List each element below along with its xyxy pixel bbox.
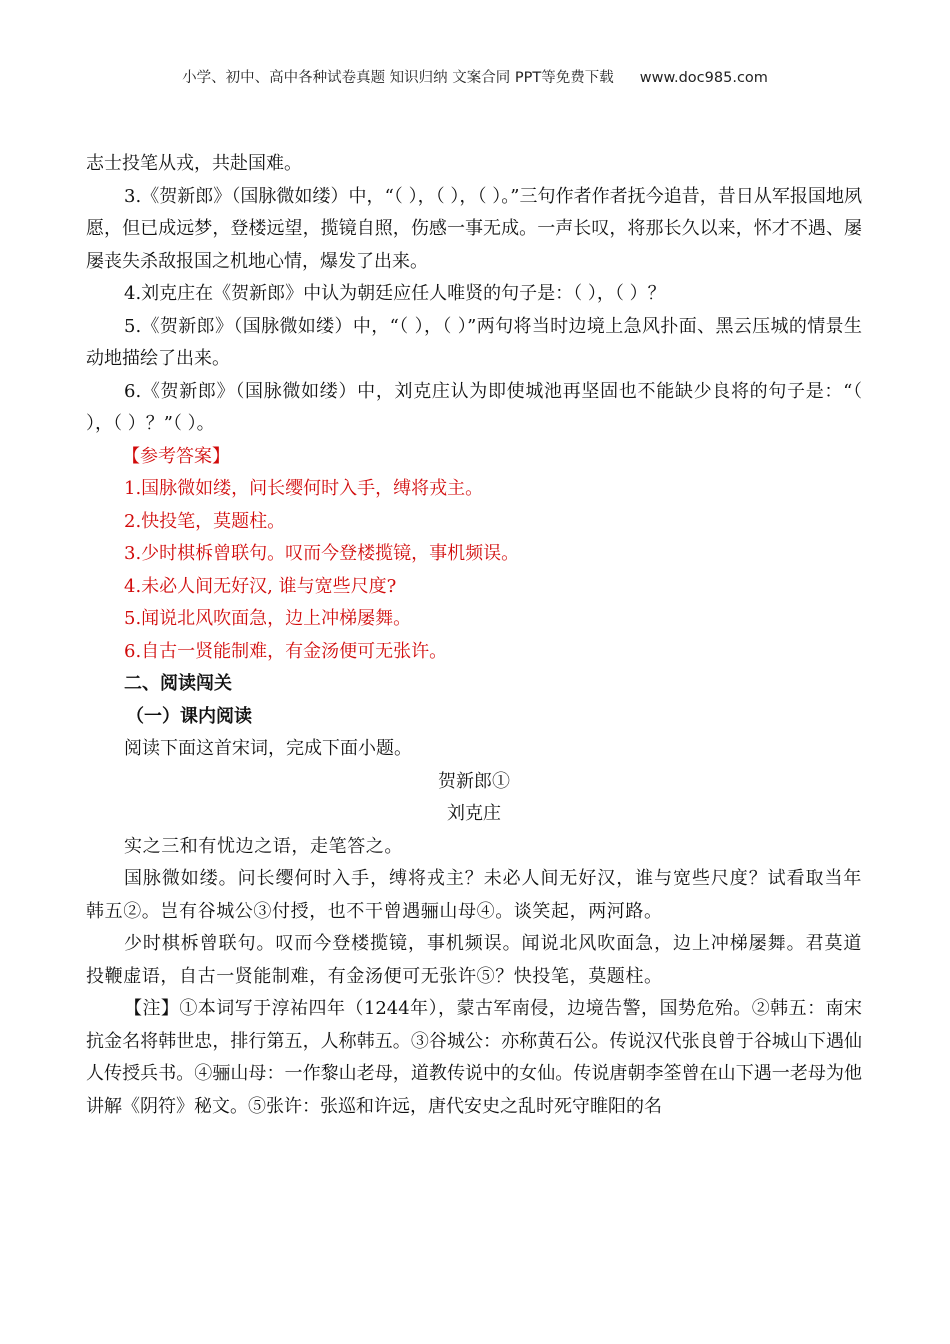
document-body	[86, 148, 862, 1123]
section-heading: 二、阅读闯关	[124, 673, 232, 694]
question-5: 5.《贺新郎》（国脉微如缕）中，“（ ），（ ）”两句将当时边境上急风扑面、黑云压城的情景生动地描绘了出来。	[86, 315, 862, 369]
header-url[interactable]: www.doc985.com	[639, 70, 768, 86]
poem-title: 贺新郎①	[438, 770, 510, 792]
poem-author: 刘克庄	[447, 803, 501, 824]
answer-item: 2.快投笔，莫题柱。	[124, 510, 286, 532]
poem-stanza-1: 国脉微如缕。问长缨何时入手，缚将戎主？未必人间无好汉，谁与宽些尺度？试看取当年韩五②。岂有谷城公③付授，也不干曾遇骊山母④。谈笑起，两河路。	[86, 868, 862, 922]
answer-title: 【参考答案】	[122, 445, 230, 467]
answer-item: 4.未必人间无好汉, 谁与宽些尺度?	[124, 575, 397, 597]
question-3: 3.《贺新郎》（国脉微如缕）中，“（ ），（ ），（ ）。”三句作者作者抚今追昔，昔日从军报国地夙愿，但已成远梦，登楼远望，揽镜自照，伤感一事无成。一声长叹，将那长久以来，怀才不遇、屡屡丧失杀敌报国之机地心情，爆发了出来。	[86, 185, 862, 272]
answer-item: 1.国脉微如缕，问长缨何时入手，缚将戎主。	[124, 478, 484, 499]
reading-instruction: 阅读下面这首宋词，完成下面小题。	[124, 738, 412, 759]
header-text: 小学、初中、高中各种试卷真题 知识归纳 文案合同 PPT等免费下载	[182, 70, 614, 86]
page-header	[0, 66, 950, 87]
section-subheading: （一）课内阅读	[126, 705, 252, 727]
answer-item: 5.闻说北风吹面急，边上冲梯屡舞。	[124, 608, 412, 629]
continuation-line: 志士投笔从戎，共赴国难。	[86, 153, 302, 174]
question-6: 6.《贺新郎》（国脉微如缕）中，刘克庄认为即使城池再坚固也不能缺少良将的句子是：“（ ），（ ）？”（ ）。	[86, 380, 862, 434]
answer-item: 3.少时棋柝曾联句。叹而今登楼揽镜，事机频误。	[124, 543, 520, 564]
poem-stanza-2: 少时棋柝曾联句。叹而今登楼揽镜，事机频误。闻说北风吹面急，边上冲梯屡舞。君莫道投鞭虚语，自古一贤能制难，有金汤便可无张许⑤？快投笔，莫题柱。	[86, 933, 862, 987]
question-4: 4.刘克庄在《贺新郎》中认为朝廷应任人唯贤的句子是：（ ），（ ）？	[124, 283, 666, 304]
poem-notes: 【注】①本词写于淳祐四年（1244年），蒙古军南侵，边境告警，国势危殆。②韩五：南宋抗金名将韩世忠，排行第五，人称韩五。③谷城公：亦称黄石公。传说汉代张良曾于谷城山下遇仙人传授兵书。④骊山母：一作黎山老母，道教传说中的女仙。传说唐朝李筌曾在山下遇一老母为他讲解《阴符》秘文。⑤张许：张巡和许远，唐代安史之乱时死守睢阳的名	[86, 998, 862, 1117]
answer-item: 6.自古一贤能制难，有金汤便可无张许。	[124, 640, 448, 662]
poem-preface: 实之三和有忧边之语，走笔答之。	[124, 835, 403, 857]
